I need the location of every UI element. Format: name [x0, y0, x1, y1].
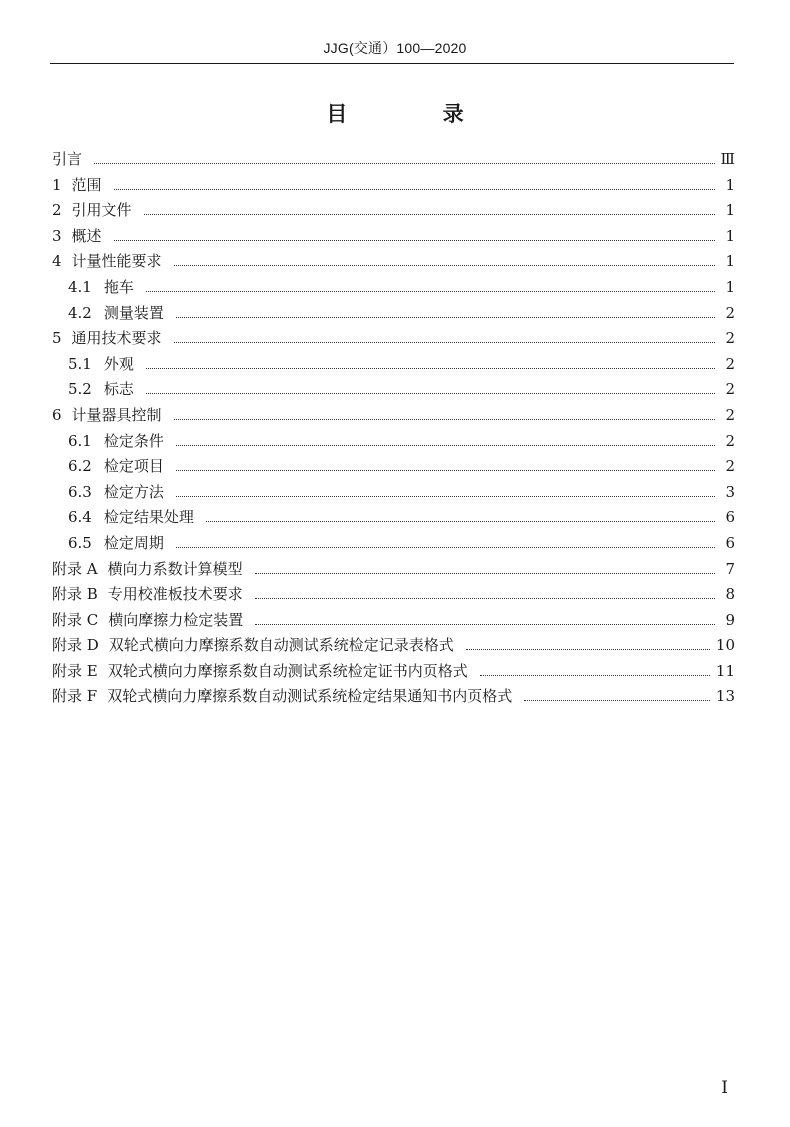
toc-entry-number: 5.2 [68, 380, 92, 399]
toc-entry[interactable] [52, 660, 735, 686]
toc-entry-number: 附录 B [52, 585, 98, 604]
toc-entry[interactable] [52, 378, 735, 404]
toc-entry-number: 附录 D [52, 636, 99, 655]
toc-entry-page: 1 [725, 201, 735, 220]
toc-entry-page: 2 [725, 457, 735, 476]
dot-leader [146, 368, 715, 369]
dot-leader [176, 445, 715, 446]
toc-entry-title: 双轮式横向力摩擦系数自动测试系统检定记录表格式 [108, 636, 454, 655]
toc-entry-number: 4.1 [68, 277, 92, 296]
toc-entry-page: 3 [725, 482, 735, 501]
toc-entry-title: 范围 [71, 175, 102, 194]
dot-leader [206, 521, 715, 522]
toc-entry-number: 附录 A [52, 559, 98, 578]
toc-entry-number: 6.2 [68, 457, 92, 476]
dot-leader [255, 573, 715, 574]
toc-entry-page: 2 [725, 303, 735, 322]
toc-entry-title: 拖车 [103, 277, 134, 296]
toc-entry[interactable] [52, 634, 735, 660]
toc-entry[interactable] [52, 404, 735, 430]
toc-entry[interactable] [52, 558, 735, 584]
toc-entry-page: 6 [725, 508, 735, 527]
toc-entry-number: 5 [52, 329, 62, 348]
toc-entry[interactable] [52, 302, 735, 328]
dot-leader [174, 342, 715, 343]
toc-entry-number: 3 [52, 226, 62, 245]
toc-entry-title: 检定条件 [103, 431, 164, 450]
page-header: JJG(交通）100—2020 [323, 40, 467, 56]
toc-entry-page: 2 [725, 329, 735, 348]
dot-leader [255, 598, 715, 599]
toc-entry-title: 标志 [103, 380, 134, 399]
toc-entry[interactable] [52, 225, 735, 251]
toc-entry-title: 计量器具控制 [71, 405, 162, 424]
toc-entry-page: 11 [715, 661, 735, 680]
toc-entry-title: 计量性能要求 [71, 252, 162, 271]
toc-entry-page: 13 [715, 687, 735, 706]
toc-entry-page: 1 [725, 277, 735, 296]
toc-entry-number: 1 [52, 175, 62, 194]
toc-entry-number: 附录 E [52, 661, 98, 680]
toc-entry-title: 引用文件 [71, 201, 132, 220]
toc-entry[interactable] [52, 199, 735, 225]
toc-entry[interactable] [52, 430, 735, 456]
dot-leader [176, 470, 715, 471]
dot-leader [176, 496, 715, 497]
toc-entry[interactable] [52, 583, 735, 609]
toc-entry-title: 横向力系数计算模型 [107, 559, 243, 578]
toc-entry-number: 6.4 [68, 508, 92, 527]
toc-entry[interactable] [52, 685, 735, 711]
page-number: I [721, 1078, 728, 1098]
dot-leader [114, 240, 715, 241]
toc-entry-number: 4.2 [68, 303, 92, 322]
dot-leader [146, 393, 715, 394]
toc-entry-page: 1 [725, 252, 735, 271]
toc-entry-page: 8 [725, 585, 735, 604]
toc-entry[interactable] [52, 276, 735, 302]
table-of-contents [52, 148, 735, 711]
toc-entry-title: 概述 [71, 226, 102, 245]
toc-title: 目 录 [326, 102, 508, 126]
toc-entry-page: 2 [725, 405, 735, 424]
toc-entry-page: 6 [725, 533, 735, 552]
toc-entry[interactable] [52, 353, 735, 379]
toc-entry-number: 附录 F [52, 687, 98, 706]
header-divider [50, 63, 734, 64]
dot-leader [255, 624, 715, 625]
toc-entry-number: 4 [52, 252, 62, 271]
dot-leader [174, 419, 715, 420]
toc-entry-title: 专用校准板技术要求 [107, 585, 243, 604]
toc-entry[interactable] [52, 532, 735, 558]
dot-leader [524, 700, 710, 701]
dot-leader [94, 163, 715, 164]
toc-entry[interactable] [52, 609, 735, 635]
toc-entry-title: 双轮式横向力摩擦系数自动测试系统检定证书内页格式 [107, 661, 468, 680]
toc-entry-page: 1 [725, 175, 735, 194]
toc-entry[interactable] [52, 327, 735, 353]
toc-entry-title: 双轮式横向力摩擦系数自动测试系统检定结果通知书内页格式 [107, 687, 513, 706]
dot-leader [480, 675, 710, 676]
toc-entry-number: 6.1 [68, 431, 92, 450]
toc-entry-number: 6.5 [68, 533, 92, 552]
dot-leader [114, 189, 715, 190]
dot-leader [144, 214, 715, 215]
toc-entry-title: 检定结果处理 [103, 508, 194, 527]
toc-entry-number: 6.3 [68, 482, 92, 501]
toc-entry-number: 附录 C [52, 610, 99, 629]
toc-entry[interactable] [52, 455, 735, 481]
toc-entry-page: 1 [725, 226, 735, 245]
toc-entry-number: 2 [52, 201, 62, 220]
toc-entry[interactable] [52, 148, 735, 174]
toc-entry[interactable] [52, 174, 735, 200]
dot-leader [146, 291, 715, 292]
toc-entry-page: 2 [725, 354, 735, 373]
toc-entry-title: 外观 [103, 354, 134, 373]
toc-entry-page: 2 [725, 380, 735, 399]
toc-entry-title: 横向摩擦力检定装置 [108, 610, 244, 629]
dot-leader [466, 649, 710, 650]
toc-entry-page: 10 [715, 636, 735, 655]
toc-entry[interactable] [52, 506, 735, 532]
toc-entry-title: 检定方法 [103, 482, 164, 501]
toc-entry[interactable] [52, 250, 735, 276]
toc-entry[interactable] [52, 481, 735, 507]
toc-entry-title: 通用技术要求 [71, 329, 162, 348]
dot-leader [174, 265, 715, 266]
toc-entry-title: 检定周期 [103, 533, 164, 552]
toc-entry-page: 2 [725, 431, 735, 450]
toc-entry-page: 9 [725, 610, 735, 629]
toc-entry-page: 7 [725, 559, 735, 578]
toc-entry-number: 5.1 [68, 354, 92, 373]
toc-entry-number: 6 [52, 405, 62, 424]
toc-entry-page: Ⅲ [720, 150, 735, 168]
toc-entry-title: 测量装置 [103, 303, 164, 322]
toc-entry-title: 检定项目 [103, 457, 164, 476]
dot-leader [176, 547, 715, 548]
dot-leader [176, 317, 715, 318]
toc-entry-title: 引言 [52, 150, 83, 168]
